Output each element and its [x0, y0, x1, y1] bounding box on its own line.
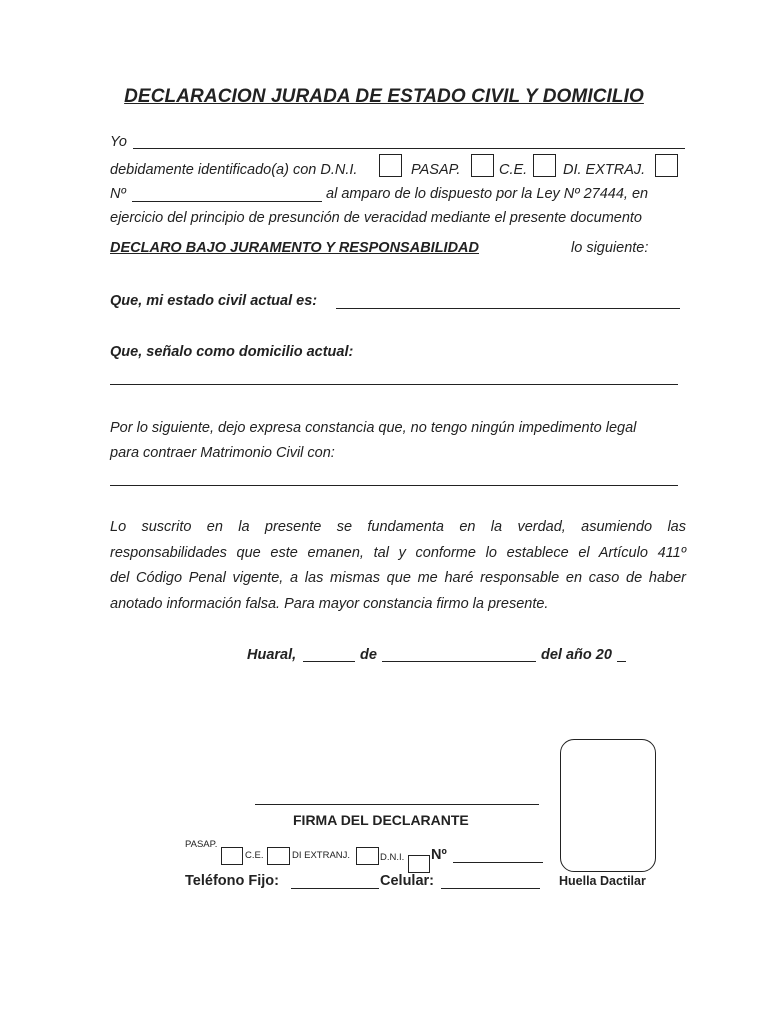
di-extraj-label: DI. EXTRAJ. [563, 162, 646, 178]
ce-checkbox[interactable] [533, 154, 556, 177]
telefono-label: Teléfono Fijo: [185, 873, 279, 889]
ce-label: C.E. [499, 162, 528, 178]
estado-civil-blank[interactable] [336, 293, 680, 309]
dia-blank[interactable] [303, 646, 355, 662]
huella-label: Huella Dactilar [559, 874, 646, 888]
di-extraj-checkbox[interactable] [655, 154, 678, 177]
dni-checkbox[interactable] [379, 154, 402, 177]
conyuge-blank[interactable] [110, 470, 678, 486]
del-anio-label: del año 20 [541, 647, 612, 663]
document-title: DECLARACION JURADA DE ESTADO CIVIL Y DOMICILIO [124, 86, 644, 107]
yo-label: Yo [110, 134, 127, 150]
pasap-checkbox[interactable] [471, 154, 494, 177]
name-blank[interactable] [133, 132, 685, 149]
constancia-line-2: para contraer Matrimonio Civil con: [110, 445, 335, 461]
suscrito-paragraph [110, 515, 686, 617]
pie-di-extranj-checkbox[interactable] [356, 847, 379, 865]
constancia-line-1: Por lo siguiente, dejo expresa constancia que, no tengo ningún impedimento legal [110, 420, 637, 436]
lugar-label: Huaral, [247, 647, 297, 663]
suscrito-line: del Código Penal vigente, a las mismas que me haré responsable en caso de haber [110, 570, 686, 586]
de-label: de [360, 647, 377, 663]
suscrito-line: Lo suscrito en la presente se fundamenta en la verdad, asumiendo las [110, 519, 686, 535]
anio-blank[interactable] [617, 646, 626, 662]
numero-blank[interactable] [132, 186, 322, 202]
pie-numero-blank[interactable] [453, 847, 543, 863]
pie-dni-label: D.N.I. [380, 852, 405, 863]
pie-pasap-checkbox[interactable] [221, 847, 243, 865]
identificado-label: debidamente identificado(a) con D.N.I. [110, 162, 358, 178]
domicilio-blank[interactable] [110, 369, 678, 385]
pie-pasap-label: PASAP. [185, 839, 218, 850]
declaro-heading: DECLARO BAJO JURAMENTO Y RESPONSABILIDAD [110, 240, 479, 256]
pie-numero-label: Nº [431, 847, 447, 863]
pie-di-extranj-label: DI EXTRANJ. [292, 850, 351, 861]
mes-blank[interactable] [382, 646, 536, 662]
huella-box[interactable] [560, 739, 656, 872]
pie-ce-checkbox[interactable] [267, 847, 290, 865]
ejercicio-text: ejercicio del principio de presunción de veracidad mediante el presente documento [110, 210, 642, 226]
estado-civil-label: Que, mi estado civil actual es: [110, 293, 318, 309]
celular-label: Celular: [380, 873, 434, 889]
firma-line[interactable] [255, 804, 539, 805]
pie-ce-label: C.E. [245, 850, 264, 861]
suscrito-line: anotado información falsa. Para mayor constancia firmo la presente. [110, 595, 549, 612]
pasap-label: PASAP. [411, 162, 461, 178]
numero-label: Nº [110, 186, 126, 202]
domicilio-label: Que, señalo como domicilio actual: [110, 344, 354, 360]
amparo-text: al amparo de lo dispuesto por la Ley Nº 27444, en [326, 186, 649, 202]
suscrito-line: responsabilidades que este emanen, tal y conforme lo establece el Artículo 411º [110, 544, 686, 561]
celular-blank[interactable] [441, 873, 540, 889]
firma-label: FIRMA DEL DECLARANTE [293, 812, 469, 828]
lo-siguiente-text: lo siguiente: [571, 240, 649, 256]
telefono-blank[interactable] [291, 873, 379, 889]
pie-dni-checkbox[interactable] [408, 855, 430, 873]
